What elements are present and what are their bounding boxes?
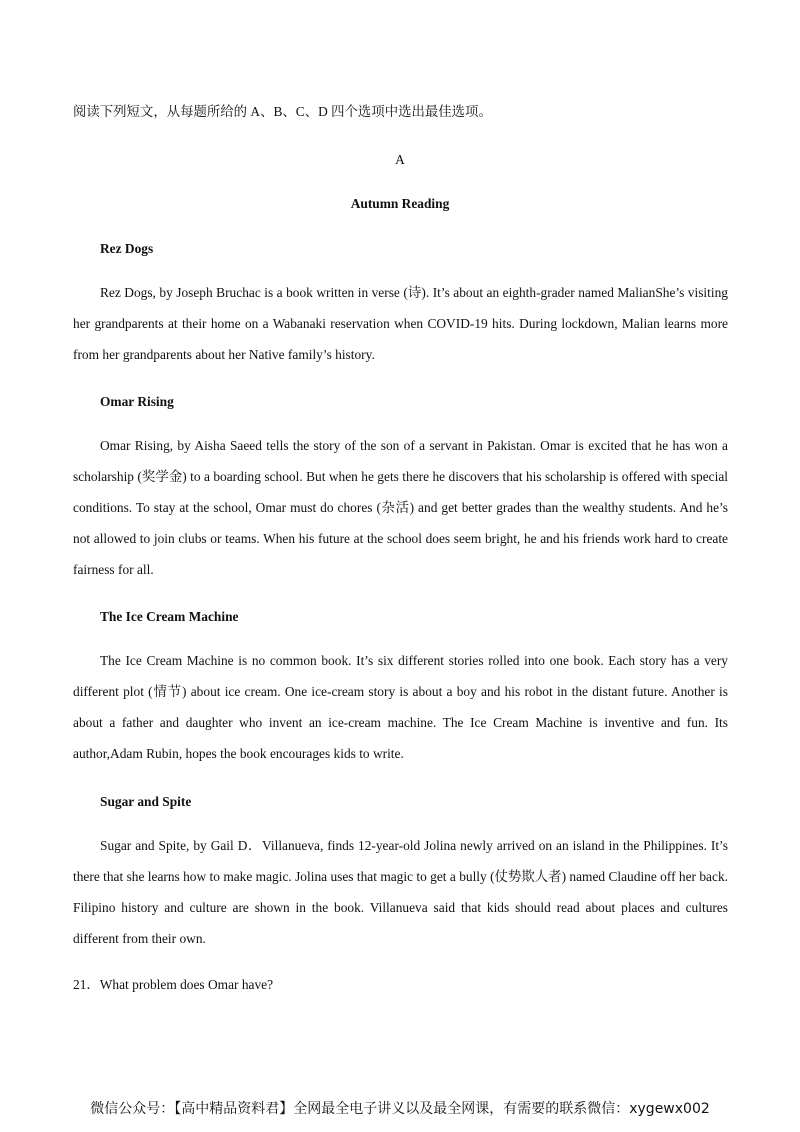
book-heading-rez-dogs: Rez Dogs (100, 241, 154, 256)
book-paragraph-sugar-and-spite: Sugar and Spite, by Gail D．Villanueva, finds 12-year-old Jolina newly arrived on an island in the Philippines. It’s there that she learns how to make magic. Jolina uses that magic to get a bully (仗势欺人者) named Claudine off her back. Filipino history and culture are shown in the book. Villanueva said that kids should read about places and cultures different from their own. (73, 838, 728, 946)
section-letter: A (395, 152, 405, 167)
article-title: Autumn Reading (350, 196, 450, 211)
instruction-text: 阅读下列短文，从每题所给的 A、B、C、D 四个选项中选出最佳选项。 (73, 104, 492, 119)
book-heading-sugar-and-spite: Sugar and Spite (100, 794, 192, 809)
question-21: 21．What problem does Omar have? (73, 977, 274, 992)
book-paragraph-rez-dogs: Rez Dogs, by Joseph Bruchac is a book written in verse (诗). It’s about an eighth-grader named MalianShe’s visiting her grandparents at their home on a Wabanaki reservation when COVID-19 hits. During lockdown, Malian learns more from her grandparents about her Native family’s history. (73, 285, 728, 362)
book-heading-ice-cream-machine: The Ice Cream Machine (100, 609, 239, 624)
book-heading-omar-rising: Omar Rising (100, 394, 174, 409)
book-paragraph-omar-rising: Omar Rising, by Aisha Saeed tells the story of the son of a servant in Pakistan. Omar is excited that he has won a scholarship (奖学金) to a boarding school. But when he gets there he discovers that his scholarship is offered with special conditions. To stay at the school, Omar must do chores (杂活) and get better grades than the wealthy students. And he’s not allowed to join clubs or teams. When his future at the school does seem bright, he and his friends work hard to create fairness for all. (73, 438, 728, 577)
book-paragraph-ice-cream-machine: The Ice Cream Machine is no common book. It’s six different stories rolled into one book. Each story has a very different plot (情节) about ice cream. One ice-cream story is about a boy and his robot in the distant future. Another is about a father and daughter who invent an ice-cream machine. The Ice Cream Machine is inventive and fun. Its author,Adam Rubin, hopes the book encourages kids to write. (73, 653, 728, 761)
footer-watermark: 微信公众号：【高中精品资料君】全网最全电子讲义以及最全网课，有需要的联系微信：xygewx002 (90, 1101, 710, 1117)
